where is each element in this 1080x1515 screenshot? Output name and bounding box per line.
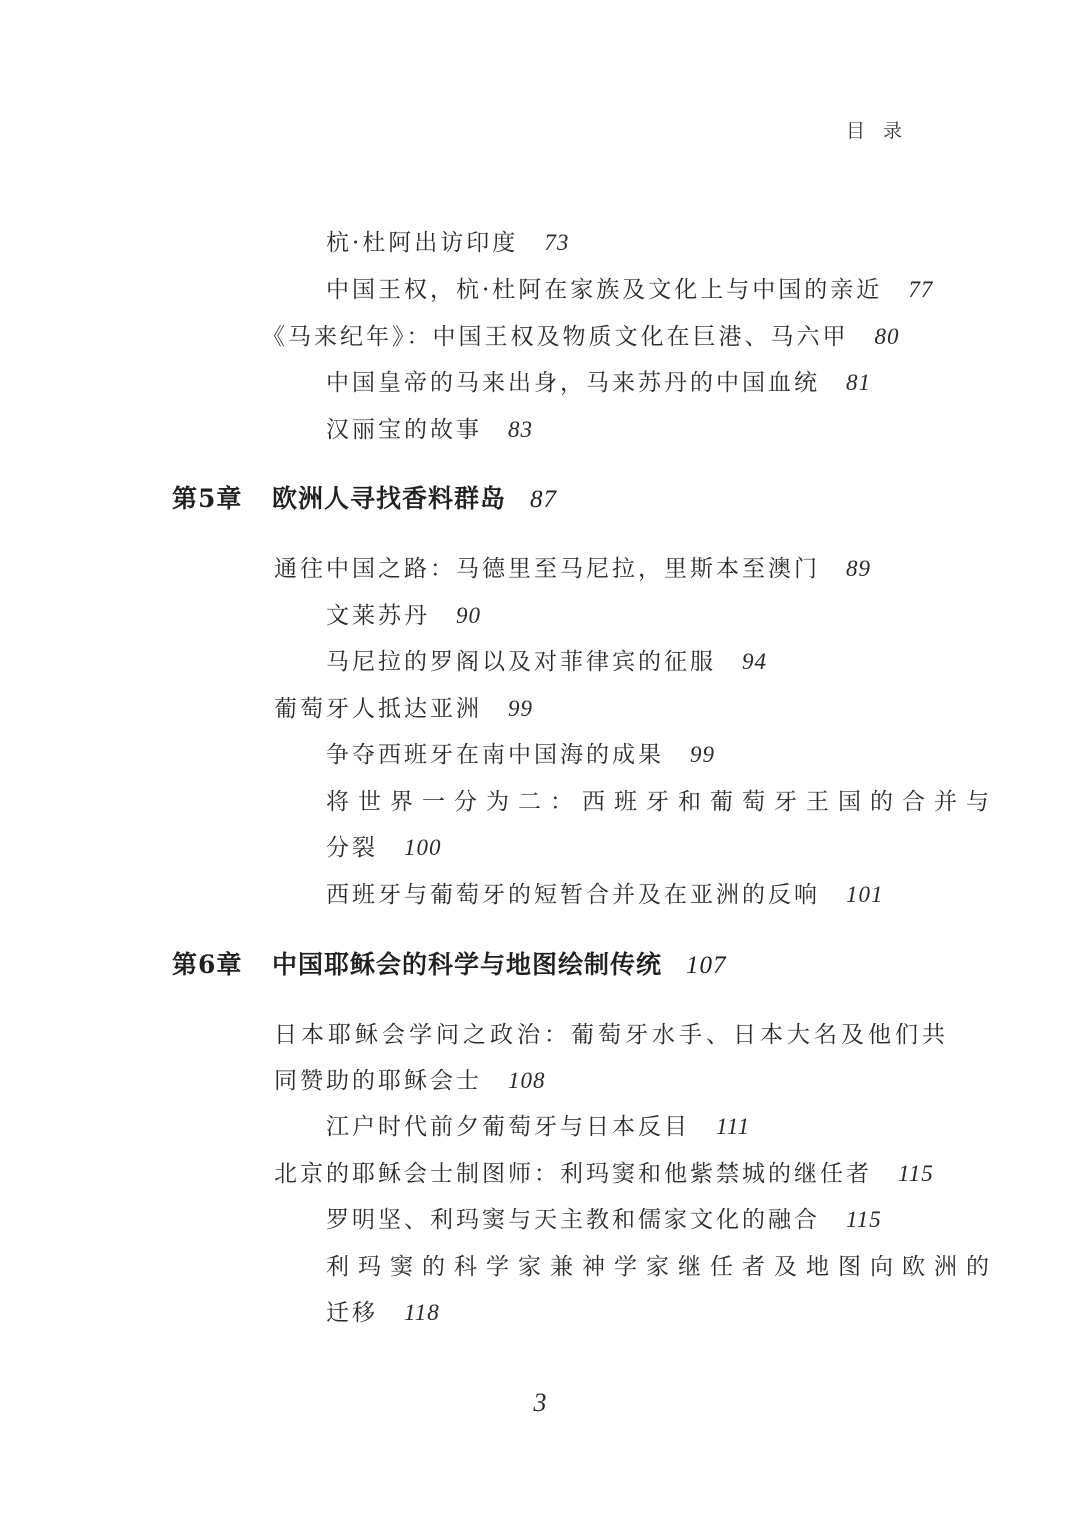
running-head: 目 录 xyxy=(845,120,908,142)
toc-entry-page: 81 xyxy=(846,370,871,395)
page-number: 3 xyxy=(533,1388,547,1417)
toc-entry-title: 中国王权，杭·杜阿在家族及文化上与中国的亲近 xyxy=(326,277,883,303)
toc-entry-continuation[interactable] xyxy=(326,1298,440,1328)
toc-entry-title: 葡萄牙人抵达亚洲 xyxy=(274,696,482,722)
chapter-heading[interactable] xyxy=(172,483,557,516)
toc-entry[interactable] xyxy=(326,1205,882,1235)
toc-entry-title: 同赞助的耶稣会士 xyxy=(274,1068,482,1094)
toc-entry-page: 73 xyxy=(544,230,570,255)
toc-entry[interactable] xyxy=(274,694,533,724)
toc-entry-title: 利玛窦的科学家兼神学家继任者及地图向欧洲的 xyxy=(326,1254,998,1280)
chapter-title: 中国耶稣会的科学与地图绘制传统 xyxy=(272,950,663,979)
toc-entry-title: 文莱苏丹 xyxy=(326,603,430,629)
toc-entry-page: 115 xyxy=(846,1207,882,1232)
toc-entry[interactable] xyxy=(326,368,871,398)
toc-entry[interactable] xyxy=(326,1112,750,1142)
toc-entry[interactable] xyxy=(326,601,481,631)
toc-entry-title: 将世界一分为二：西班牙和葡萄牙王国的合并与 xyxy=(326,789,998,815)
toc-entry-page: 118 xyxy=(404,1300,440,1325)
toc-entry-continuation[interactable] xyxy=(326,833,442,863)
toc-entry-page: 89 xyxy=(846,556,871,581)
toc-entry-page: 99 xyxy=(690,742,715,767)
toc-entry-title: 中国皇帝的马来出身，马来苏丹的中国血统 xyxy=(326,370,820,396)
toc-entry-title: 通往中国之路：马德里至马尼拉，里斯本至澳门 xyxy=(274,556,820,582)
toc-entry-title: 马尼拉的罗阁以及对菲律宾的征服 xyxy=(326,649,716,675)
toc-entry[interactable] xyxy=(274,1020,949,1050)
toc-entry[interactable] xyxy=(326,740,715,770)
toc-entry-title: 日本耶稣会学问之政治：葡萄牙水手、日本大名及他们共 xyxy=(274,1022,949,1048)
toc-entry-page: 101 xyxy=(846,882,884,907)
toc-entry[interactable] xyxy=(326,1252,998,1282)
toc-entry-page: 111 xyxy=(716,1114,751,1139)
toc-entry[interactable] xyxy=(326,228,569,258)
toc-entry-title: 西班牙与葡萄牙的短暂合并及在亚洲的反响 xyxy=(326,882,820,908)
toc-entry-page: 99 xyxy=(508,696,533,721)
toc-entry[interactable] xyxy=(326,275,933,305)
toc-entry[interactable] xyxy=(326,647,767,677)
toc-entry[interactable] xyxy=(326,787,998,817)
toc-entry-continuation[interactable] xyxy=(274,1066,546,1096)
toc-entry-title: 迁移 xyxy=(326,1300,378,1326)
chapter-heading[interactable] xyxy=(172,949,727,982)
toc-entry-title: 汉丽宝的故事 xyxy=(326,417,482,443)
toc-entry-page: 100 xyxy=(404,835,442,860)
toc-entry-title: 争夺西班牙在南中国海的成果 xyxy=(326,742,664,768)
chapter-number: 第6章 xyxy=(172,950,243,979)
toc-entry-page: 83 xyxy=(508,417,533,442)
toc-entry-page: 80 xyxy=(874,324,900,349)
toc-entry-page: 94 xyxy=(742,649,767,674)
toc-entry-title: 《马来纪年》：中国王权及物质文化在巨港、马六甲 xyxy=(262,324,849,350)
toc-entry-page: 77 xyxy=(908,277,934,302)
toc-entry-page: 115 xyxy=(898,1161,934,1186)
toc-entry-page: 108 xyxy=(508,1068,546,1093)
chapter-title: 欧洲人寻找香料群岛 xyxy=(272,484,507,513)
toc-entry-title: 分裂 xyxy=(326,835,378,861)
toc-entry-title: 北京的耶稣会士制图师：利玛窦和他紫禁城的继任者 xyxy=(274,1161,872,1187)
toc-entry[interactable] xyxy=(274,1159,934,1189)
toc-entry[interactable] xyxy=(326,880,884,910)
toc-entry[interactable] xyxy=(326,415,533,445)
toc-entry-title: 罗明坚、利玛窦与天主教和儒家文化的融合 xyxy=(326,1207,820,1233)
toc-entry-page: 90 xyxy=(456,603,481,628)
chapter-number: 第5章 xyxy=(172,484,243,513)
chapter-page: 87 xyxy=(530,486,558,513)
toc-entry[interactable] xyxy=(274,554,871,584)
chapter-page: 107 xyxy=(686,952,727,979)
toc-entry-title: 江户时代前夕葡萄牙与日本反目 xyxy=(326,1114,690,1140)
toc-entry-title: 杭·杜阿出访印度 xyxy=(326,230,519,256)
toc-entry[interactable] xyxy=(262,322,900,352)
